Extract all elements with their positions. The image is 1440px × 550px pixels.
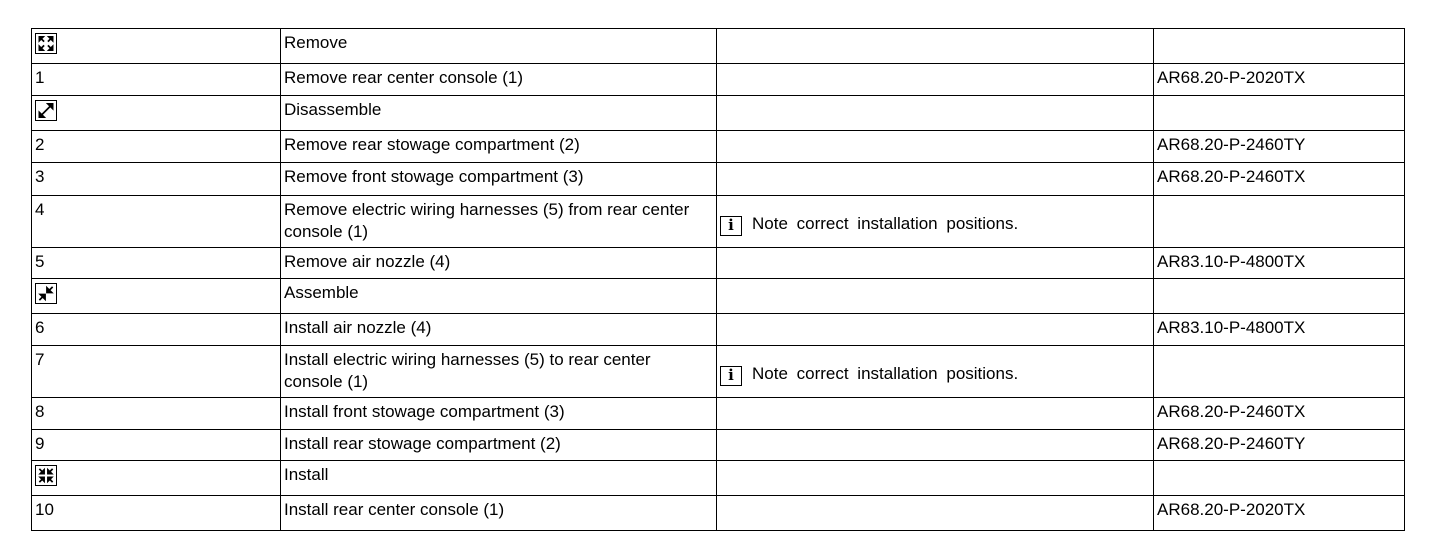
step-cell [32,314,281,346]
table-row [32,496,1405,531]
table-row [32,96,1405,131]
install-icon [35,465,57,486]
reference-cell: AR83.10-P-4800TX [1154,314,1405,346]
assemble-icon [35,283,57,304]
table-row [32,248,1405,279]
action-cell: Remove front stowage compartment (3) [281,163,717,196]
step-cell [32,461,281,496]
note-text: Note correct installation positions. [752,213,1019,233]
reference-cell [1154,196,1405,248]
step-cell [32,346,281,398]
action-cell: Assemble [281,279,717,314]
step-cell [32,496,281,531]
step-cell [32,279,281,314]
action-cell: Install air nozzle (4) [281,314,717,346]
info-icon: i [720,216,742,236]
step-number: 3 [35,167,45,186]
step-cell [32,29,281,64]
step-cell [32,196,281,248]
note-cell [717,398,1154,430]
reference-cell: AR68.20-P-2460TX [1154,398,1405,430]
note-cell [717,29,1154,64]
note-cell [717,196,1154,248]
note-cell [717,131,1154,163]
action-cell: Remove air nozzle (4) [281,248,717,279]
action-cell: Install front stowage compartment (3) [281,398,717,430]
reference-cell [1154,346,1405,398]
table-row [32,346,1405,398]
reference-cell: AR68.20-P-2020TX [1154,496,1405,531]
reference-cell [1154,29,1405,64]
reference-cell: AR68.20-P-2460TY [1154,131,1405,163]
table-row [32,430,1405,461]
reference-cell [1154,461,1405,496]
reference-cell: AR68.20-P-2020TX [1154,64,1405,96]
note-cell [717,430,1154,461]
step-number: 2 [35,135,45,154]
step-number: 9 [35,434,45,453]
action-cell: Remove rear stowage compartment (2) [281,131,717,163]
info-icon: i [720,366,742,386]
table-row [32,64,1405,96]
action-cell: Remove [281,29,717,64]
remove-icon [35,33,57,54]
note-cell [717,163,1154,196]
step-cell [32,96,281,131]
action-cell: Install [281,461,717,496]
disassemble-icon [35,100,57,121]
reference-cell: AR68.20-P-2460TX [1154,163,1405,196]
note [720,363,1018,386]
step-cell [32,131,281,163]
step-cell [32,398,281,430]
note-cell [717,64,1154,96]
step-cell [32,64,281,96]
action-cell: Install rear stowage compartment (2) [281,430,717,461]
action-cell: Remove rear center console (1) [281,64,717,96]
table-row [32,131,1405,163]
action-cell: Remove electric wiring harnesses (5) from rear center console (1) [281,196,717,248]
step-cell [32,248,281,279]
note-cell [717,461,1154,496]
step-number: 7 [35,350,45,369]
action-cell: Disassemble [281,96,717,131]
table-row [32,398,1405,430]
step-cell [32,163,281,196]
table-row [32,279,1405,314]
table-row [32,196,1405,248]
reference-cell: AR68.20-P-2460TY [1154,430,1405,461]
note-cell [717,279,1154,314]
reference-cell [1154,279,1405,314]
reference-cell [1154,96,1405,131]
table-row [32,29,1405,64]
step-number: 5 [35,252,45,271]
note-text: Note correct installation positions. [752,363,1019,383]
note-cell [717,248,1154,279]
step-number: 6 [35,318,45,337]
note-cell [717,346,1154,398]
step-number: 10 [35,500,54,519]
step-number: 1 [35,68,45,87]
note-cell [717,314,1154,346]
note-cell [717,96,1154,131]
note-cell [717,496,1154,531]
table-row [32,461,1405,496]
note [720,213,1018,236]
reference-cell: AR83.10-P-4800TX [1154,248,1405,279]
action-cell: Install rear center console (1) [281,496,717,531]
action-cell: Install electric wiring harnesses (5) to rear center console (1) [281,346,717,398]
procedure-table [31,28,1405,531]
table-row [32,314,1405,346]
step-number: 8 [35,402,45,421]
step-cell [32,430,281,461]
table-row [32,163,1405,196]
step-number: 4 [35,200,45,219]
